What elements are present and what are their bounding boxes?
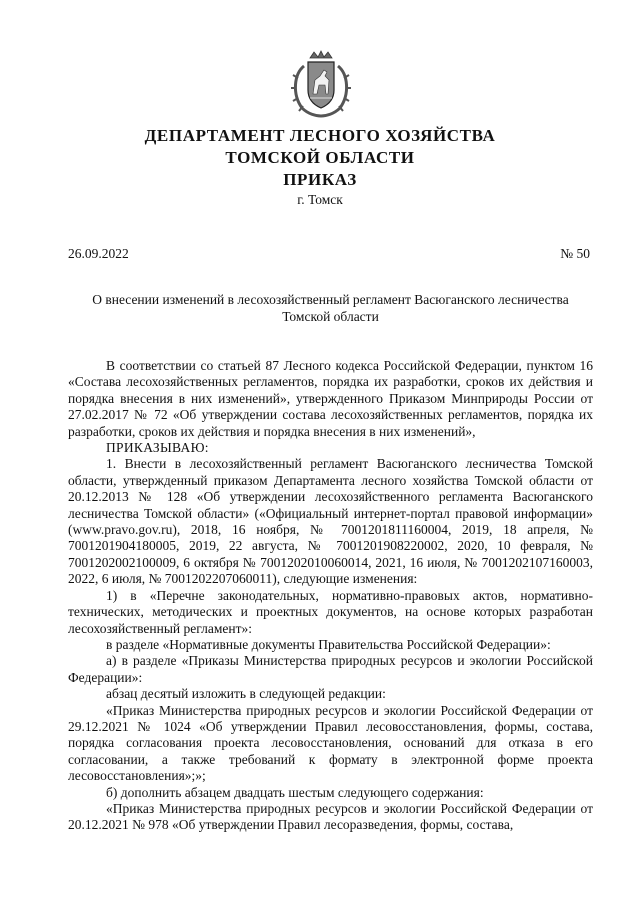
body-paragraph: «Приказ Министерства природных ресурсов и экологии Российской Федерации от 29.12.2021 № 1024 «Об утверждении Правил лесовосстановления, формы, состава, порядка согласования проекта лесовосстановления, оснований для отказа в его согласовании, а также требований к формату в электронной форме проекта лесовосстановления»;»;: [68, 702, 593, 784]
department-title-line1: ДЕПАРТАМЕНТ ЛЕСНОГО ХОЗЯЙСТВА: [144, 126, 496, 145]
body-paragraph: 1) в «Перечне законодательных, нормативно-правовых актов, нормативно-технических, методических и проектных документов, на основе которых разработан лесохозяйственный регламент»:: [68, 587, 593, 636]
document-body: [68, 358, 593, 834]
document-subject: О внесении изменений в лесохозяйственный регламент Васюганского лесничества Томской области: [92, 292, 569, 324]
body-paragraph: б) дополнить абзацем двадцать шестым следующего содержания:: [106, 784, 484, 800]
department-title-line2: ТОМСКОЙ ОБЛАСТИ: [225, 148, 415, 167]
document-date: 26.09.2022: [68, 246, 129, 261]
preamble-paragraph: В соответствии со статьей 87 Лесного кодекса Российской Федерации, пунктом 16 «Состава лесохозяйственных регламентов, порядка их разработки, сроков их действия и порядка внесения в них изменений», утвержденного Приказом Минприроды России от 27.02.2017 № 72 «Об утверждении состава лесохозяйственных регламентов, порядка их разработки, сроков их действия и порядка внесения в них изменений»,: [68, 358, 593, 439]
body-paragraph: 1. Внести в лесохозяйственный регламент Васюганского лесничества Томской области, утвержденный приказом Департамента лесного хозяйства Томской области от 20.12.2013 № 128 «Об утверждении лесохозяйственного регламента Васюганского лесничества Томской области» («Официальный интернет-портал правовой информации» (www.pravo.gov.ru), 2018, 16 ноября, № 7001201811160004, 2019, 18 апреля, № 7001201904180005, 2019, 22 августа, № 7001201908220002, 2020, 10 февраля, № 7001202002100009, 6 октября № 7001202010060014, 2021, 16 июля, № 7001202107160003, 2022, 6 июля, № 7001202207060011), следующие изменения:: [68, 456, 593, 587]
body-paragraph: в разделе «Нормативные документы Правительства Российской Федерации»:: [106, 636, 551, 652]
document-city: г. Томск: [297, 192, 343, 207]
body-paragraph: абзац десятый изложить в следующей редакции:: [106, 686, 386, 702]
document-number: № 50: [560, 246, 590, 261]
order-heading: ПРИКАЗЫВАЮ:: [106, 440, 209, 456]
body-paragraph: «Приказ Министерства природных ресурсов и экологии Российской Федерации от 20.12.2021 № 978 «Об утверждении Правил лесоразведения, формы, состава,: [68, 800, 593, 833]
document-type: ПРИКАЗ: [283, 170, 357, 189]
coat-of-arms-icon: [290, 50, 352, 118]
body-paragraph: а) в разделе «Приказы Министерства природных ресурсов и экологии Российской Федерации»:: [68, 653, 593, 685]
